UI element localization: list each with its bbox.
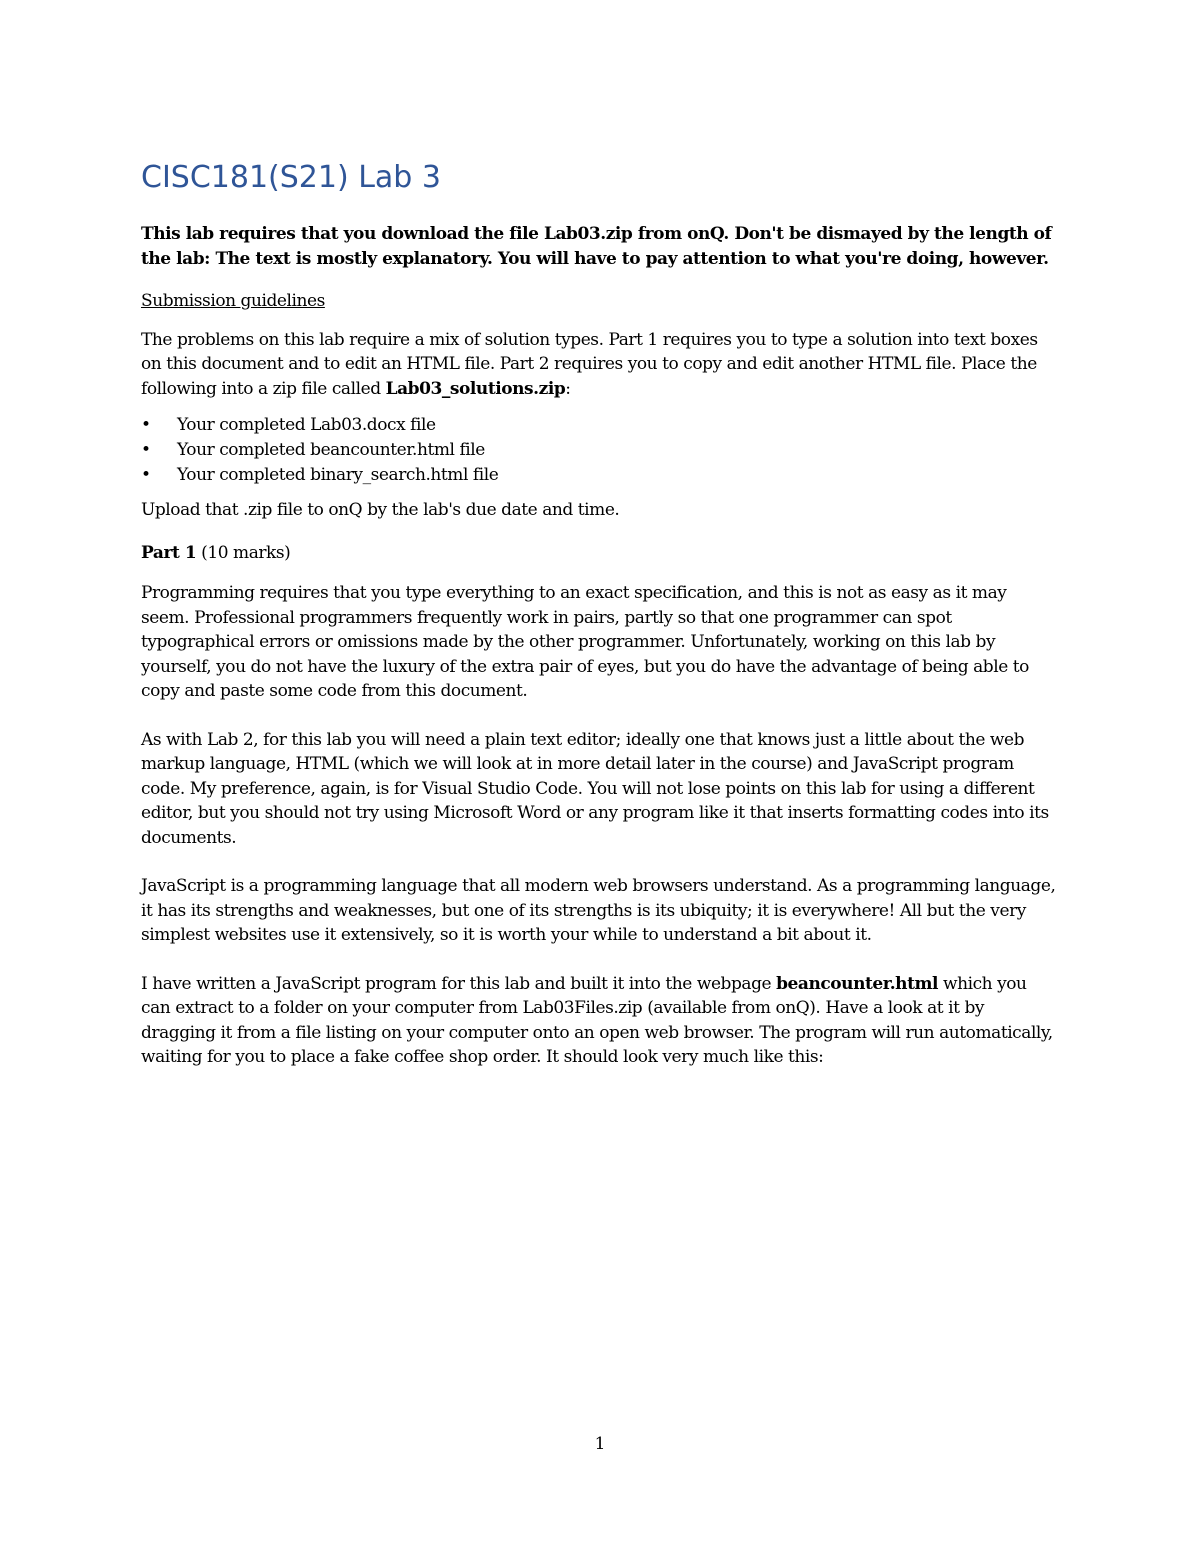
part1-paragraph-4-text: I have written a JavaScript program for this lab and built it into the webpage	[141, 973, 777, 994]
bullet-icon: •	[141, 465, 151, 485]
part1-heading	[141, 541, 1056, 566]
list-item	[141, 413, 1056, 438]
submission-paragraph	[141, 328, 1056, 402]
list-item-text: Your completed beancounter.html file	[177, 440, 485, 460]
list-item-text: Your completed Lab03.docx file	[177, 415, 436, 435]
list-item	[141, 463, 1056, 488]
part1-paragraph-1: Programming requires that you type everything to an exact specification, and this is not as easy as it may seem. Professional programmers frequently work in pairs, partly so that one programmer can spot typographical errors or omissions made by the other programmer. Unfortunately, working on this lab by yourself, you do not have the luxury of the extra pair of eyes, but you do have the advantage of being able to copy and paste some code from this document.	[141, 583, 1029, 701]
list-item	[141, 438, 1056, 463]
submission-list	[141, 413, 1056, 488]
part1-paragraph-4-text-end: which you can extract to a folder on your computer from Lab03Files.zip (available from onQ). Have a look at it by dragging it from a file listing on your computer onto an open web browser. The program will run automatically, waiting for you to place a fake coffee shop order. It should look very much like this:	[141, 973, 1053, 1067]
bullet-icon: •	[141, 440, 151, 460]
intro-paragraph: This lab requires that you download the file Lab03.zip from onQ. Don't be dismayed by the length of the lab: The text is mostly explanatory. You will have to pay attention to what you're doing, however.	[141, 224, 1052, 269]
part1-label: Part 1	[141, 542, 197, 563]
document-content	[141, 160, 1056, 1082]
document-title: CISC181(S21) Lab 3	[141, 160, 441, 195]
upload-instruction: Upload that .zip file to onQ by the lab's due date and time.	[141, 500, 620, 520]
page-number: 1	[594, 1434, 606, 1454]
part1-paragraph-2: As with Lab 2, for this lab you will need a plain text editor; ideally one that knows just a little about the web markup language, HTML (which we will look at in more detail later in the course) and JavaScript program code. My preference, again, is for Visual Studio Code. You will not lose points on this lab for using a different editor, but you should not try using Microsoft Word or any program like it that inserts formatting codes into its documents.	[141, 729, 1049, 848]
bullet-icon: •	[141, 415, 151, 435]
submission-text-end: :	[565, 378, 571, 399]
part1-paragraph-3: JavaScript is a programming language that all modern web browsers understand. As a programming language, it has its strengths and weaknesses, but one of its strengths is its ubiquity; it is everywhere! All but the very simplest websites use it extensively, so it is worth your while to understand a bit about it.	[141, 876, 1056, 945]
submission-text: The problems on this lab require a mix of solution types. Part 1 requires you to type a solution into text boxes on this document and to edit an HTML file. Part 2 requires you to copy and edit another HTML file. Place the following into a zip file called	[141, 329, 1038, 399]
beancounter-filename: beancounter.html	[776, 973, 939, 994]
part1-paragraph-4	[141, 972, 1056, 1070]
list-item-text: Your completed binary_search.html file	[177, 465, 499, 485]
zip-filename: Lab03_solutions.zip	[385, 378, 566, 399]
part1-marks: (10 marks)	[196, 542, 291, 563]
submission-heading: Submission guidelines	[141, 291, 325, 311]
